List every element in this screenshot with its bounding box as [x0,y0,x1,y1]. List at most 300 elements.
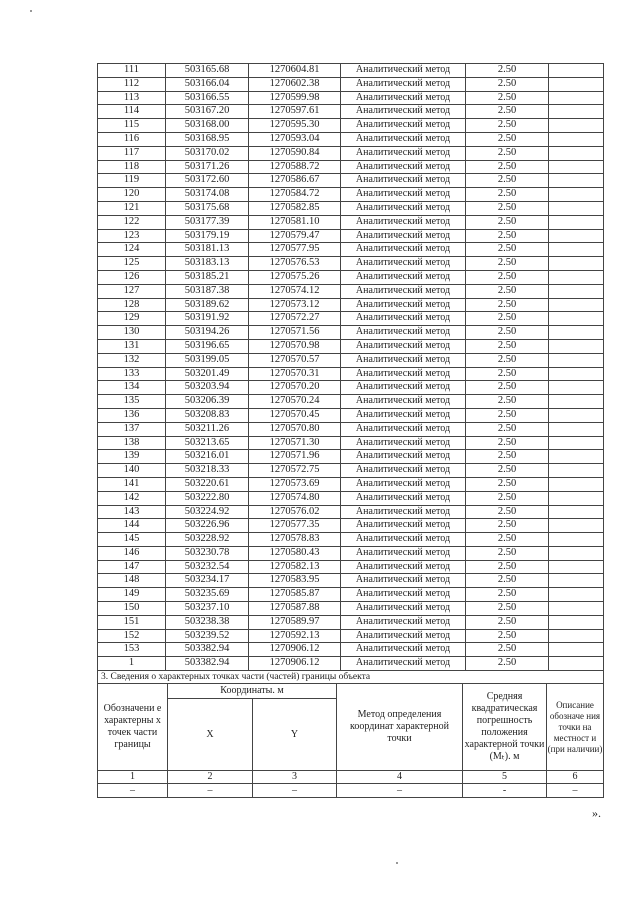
accuracy: 2.50 [466,436,549,450]
y-coordinate: 1270577.35 [249,519,341,533]
table-row [98,77,604,91]
description [549,188,604,202]
point-number: 149 [98,588,166,602]
point-number: 125 [98,257,166,271]
empty-cell: – [337,784,463,798]
document-body [97,63,603,821]
point-number: 119 [98,174,166,188]
point-number: 133 [98,367,166,381]
accuracy: 2.50 [466,491,549,505]
accuracy: 2.50 [466,519,549,533]
header-designation: Обозначени е характерны х точек части границы [98,684,168,771]
y-coordinate: 1270570.45 [249,408,341,422]
accuracy: 2.50 [466,381,549,395]
method: Аналитический метод [341,298,466,312]
method: Аналитический метод [341,174,466,188]
description [549,395,604,409]
accuracy: 2.50 [466,77,549,91]
method: Аналитический метод [341,560,466,574]
accuracy: 2.50 [466,353,549,367]
x-coordinate: 503239.52 [166,629,249,643]
description [549,215,604,229]
table-row [98,312,604,326]
description [549,326,604,340]
point-number: 120 [98,188,166,202]
description [549,243,604,257]
column-numbers-row [98,771,604,784]
x-coordinate: 503213.65 [166,436,249,450]
closing-quote: ». [592,806,601,821]
accuracy: 2.50 [466,160,549,174]
method: Аналитический метод [341,491,466,505]
x-coordinate: 503166.04 [166,77,249,91]
method: Аналитический метод [341,91,466,105]
description [549,257,604,271]
table-row [98,629,604,643]
accuracy: 2.50 [466,339,549,353]
description [549,284,604,298]
method: Аналитический метод [341,339,466,353]
method: Аналитический метод [341,243,466,257]
y-coordinate: 1270571.56 [249,326,341,340]
x-coordinate: 503179.19 [166,229,249,243]
point-number: 117 [98,146,166,160]
method: Аналитический метод [341,574,466,588]
table-row [98,491,604,505]
point-number: 118 [98,160,166,174]
y-coordinate: 1270579.47 [249,229,341,243]
point-number: 140 [98,464,166,478]
method: Аналитический метод [341,312,466,326]
section-title: 3. Сведения о характерных точках части (частей) границы объекта [98,671,604,684]
method: Аналитический метод [341,643,466,657]
description [549,298,604,312]
y-coordinate: 1270571.96 [249,450,341,464]
point-number: 113 [98,91,166,105]
y-coordinate: 1270570.24 [249,395,341,409]
method: Аналитический метод [341,188,466,202]
table-row [98,257,604,271]
accuracy: 2.50 [466,64,549,78]
method: Аналитический метод [341,284,466,298]
method: Аналитический метод [341,477,466,491]
y-coordinate: 1270578.83 [249,533,341,547]
description [549,643,604,657]
y-coordinate: 1270602.38 [249,77,341,91]
header-description: Описание обозначе ния точки на местност и (при наличии) [547,684,604,771]
y-coordinate: 1270593.04 [249,132,341,146]
table-row [98,105,604,119]
accuracy: 2.50 [466,215,549,229]
accuracy: 2.50 [466,91,549,105]
accuracy: 2.50 [466,312,549,326]
method: Аналитический метод [341,160,466,174]
header-y: Y [253,699,337,771]
point-number: 116 [98,132,166,146]
x-coordinate: 503211.26 [166,422,249,436]
table-row [98,422,604,436]
table-row [98,284,604,298]
description [549,477,604,491]
x-coordinate: 503196.65 [166,339,249,353]
description [549,229,604,243]
table-row [98,657,604,671]
y-coordinate: 1270574.12 [249,284,341,298]
method: Аналитический метод [341,326,466,340]
description [549,174,604,188]
y-coordinate: 1270575.26 [249,270,341,284]
method: Аналитический метод [341,201,466,215]
table-row [98,146,604,160]
table-row [98,560,604,574]
point-number: 135 [98,395,166,409]
accuracy: 2.50 [466,119,549,133]
x-coordinate: 503194.26 [166,326,249,340]
point-number: 141 [98,477,166,491]
point-number: 142 [98,491,166,505]
table-row [98,546,604,560]
accuracy: 2.50 [466,505,549,519]
table-row [98,353,604,367]
description [549,77,604,91]
y-coordinate: 1270582.13 [249,560,341,574]
table-row [98,505,604,519]
description [549,132,604,146]
accuracy: 2.50 [466,560,549,574]
x-coordinate: 503189.62 [166,298,249,312]
method: Аналитический метод [341,519,466,533]
accuracy: 2.50 [466,602,549,616]
accuracy: 2.50 [466,132,549,146]
header-x: X [168,699,253,771]
point-number: 138 [98,436,166,450]
accuracy: 2.50 [466,408,549,422]
description [549,339,604,353]
description [549,312,604,326]
y-coordinate: 1270570.57 [249,353,341,367]
point-number: 148 [98,574,166,588]
method: Аналитический метод [341,215,466,229]
empty-row [98,784,604,798]
table-row [98,270,604,284]
method: Аналитический метод [341,105,466,119]
accuracy: 2.50 [466,643,549,657]
column-number: 3 [253,771,337,784]
table-row [98,436,604,450]
method: Аналитический метод [341,450,466,464]
point-number: 153 [98,643,166,657]
accuracy: 2.50 [466,395,549,409]
table-row [98,188,604,202]
x-coordinate: 503232.54 [166,560,249,574]
point-number: 129 [98,312,166,326]
y-coordinate: 1270570.20 [249,381,341,395]
method: Аналитический метод [341,146,466,160]
method: Аналитический метод [341,629,466,643]
point-number: 112 [98,77,166,91]
table-row [98,643,604,657]
description [549,629,604,643]
table-row [98,519,604,533]
accuracy: 2.50 [466,588,549,602]
accuracy: 2.50 [466,367,549,381]
method: Аналитический метод [341,422,466,436]
empty-cell: – [253,784,337,798]
description [549,422,604,436]
table-row [98,477,604,491]
table-row [98,533,604,547]
method: Аналитический метод [341,132,466,146]
x-coordinate: 503199.05 [166,353,249,367]
accuracy: 2.50 [466,257,549,271]
x-coordinate: 503168.00 [166,119,249,133]
x-coordinate: 503175.68 [166,201,249,215]
table-row [98,298,604,312]
x-coordinate: 503216.01 [166,450,249,464]
x-coordinate: 503228.92 [166,533,249,547]
accuracy: 2.50 [466,229,549,243]
x-coordinate: 503185.21 [166,270,249,284]
accuracy: 2.50 [466,422,549,436]
x-coordinate: 503166.55 [166,91,249,105]
point-number: 151 [98,615,166,629]
point-number: 147 [98,560,166,574]
empty-cell: – [168,784,253,798]
table-row [98,201,604,215]
table-row [98,215,604,229]
x-coordinate: 503220.61 [166,477,249,491]
x-coordinate: 503235.69 [166,588,249,602]
point-number: 124 [98,243,166,257]
table-row [98,381,604,395]
point-number: 126 [98,270,166,284]
x-coordinate: 503187.38 [166,284,249,298]
point-number: 152 [98,629,166,643]
column-number: 6 [547,771,604,784]
x-coordinate: 503165.68 [166,64,249,78]
method: Аналитический метод [341,257,466,271]
table-row [98,339,604,353]
description [549,505,604,519]
x-coordinate: 503382.94 [166,643,249,657]
y-coordinate: 1270572.27 [249,312,341,326]
table-row [98,243,604,257]
description [549,491,604,505]
y-coordinate: 1270583.95 [249,574,341,588]
x-coordinate: 503238.38 [166,615,249,629]
description [549,615,604,629]
table-row [98,588,604,602]
y-coordinate: 1270577.95 [249,243,341,257]
column-number: 4 [337,771,463,784]
y-coordinate: 1270570.80 [249,422,341,436]
table-row [98,464,604,478]
table-row [98,395,604,409]
accuracy: 2.50 [466,270,549,284]
accuracy: 2.50 [466,284,549,298]
description [549,408,604,422]
point-number: 139 [98,450,166,464]
point-number: 127 [98,284,166,298]
method: Аналитический метод [341,64,466,78]
method: Аналитический метод [341,77,466,91]
accuracy: 2.50 [466,174,549,188]
description [549,546,604,560]
description [549,119,604,133]
y-coordinate: 1270573.12 [249,298,341,312]
boundary-points-table [97,63,604,671]
point-number: 143 [98,505,166,519]
accuracy: 2.50 [466,326,549,340]
method: Аналитический метод [341,353,466,367]
point-number: 150 [98,602,166,616]
description [549,560,604,574]
description [549,657,604,671]
accuracy: 2.50 [466,629,549,643]
x-coordinate: 503222.80 [166,491,249,505]
header-method: Метод определения координат характерной точки [337,684,463,771]
y-coordinate: 1270599.98 [249,91,341,105]
description [549,574,604,588]
method: Аналитический метод [341,229,466,243]
x-coordinate: 503174.08 [166,188,249,202]
description [549,464,604,478]
point-number: 136 [98,408,166,422]
x-coordinate: 503177.39 [166,215,249,229]
point-number: 131 [98,339,166,353]
y-coordinate: 1270906.12 [249,643,341,657]
y-coordinate: 1270588.72 [249,160,341,174]
description [549,64,604,78]
method: Аналитический метод [341,270,466,284]
empty-cell: - [463,784,547,798]
method: Аналитический метод [341,546,466,560]
y-coordinate: 1270576.53 [249,257,341,271]
x-coordinate: 503183.13 [166,257,249,271]
y-coordinate: 1270592.13 [249,629,341,643]
y-coordinate: 1270570.98 [249,339,341,353]
y-coordinate: 1270587.88 [249,602,341,616]
method: Аналитический метод [341,119,466,133]
method: Аналитический метод [341,395,466,409]
description [549,91,604,105]
point-number: 137 [98,422,166,436]
accuracy: 2.50 [466,188,549,202]
point-number: 144 [98,519,166,533]
scan-speck [30,10,32,12]
y-coordinate: 1270573.69 [249,477,341,491]
y-coordinate: 1270576.02 [249,505,341,519]
point-number: 111 [98,64,166,78]
point-number: 1 [98,657,166,671]
x-coordinate: 503181.13 [166,243,249,257]
empty-cell: – [98,784,168,798]
description [549,367,604,381]
x-coordinate: 503234.17 [166,574,249,588]
table-row [98,91,604,105]
x-coordinate: 503218.33 [166,464,249,478]
table-row [98,615,604,629]
accuracy: 2.50 [466,657,549,671]
method: Аналитический метод [341,505,466,519]
description [549,533,604,547]
point-number: 114 [98,105,166,119]
accuracy: 2.50 [466,615,549,629]
y-coordinate: 1270585.87 [249,588,341,602]
y-coordinate: 1270604.81 [249,64,341,78]
table-row [98,367,604,381]
part-boundary-points-table [97,670,604,798]
x-coordinate: 503191.92 [166,312,249,326]
method: Аналитический метод [341,381,466,395]
y-coordinate: 1270597.61 [249,105,341,119]
y-coordinate: 1270595.30 [249,119,341,133]
description [549,105,604,119]
table-row [98,602,604,616]
point-number: 130 [98,326,166,340]
accuracy: 2.50 [466,201,549,215]
method: Аналитический метод [341,408,466,422]
accuracy: 2.50 [466,243,549,257]
table-row [98,160,604,174]
y-coordinate: 1270584.72 [249,188,341,202]
x-coordinate: 503230.78 [166,546,249,560]
x-coordinate: 503208.83 [166,408,249,422]
accuracy: 2.50 [466,477,549,491]
point-number: 145 [98,533,166,547]
y-coordinate: 1270570.31 [249,367,341,381]
method: Аналитический метод [341,657,466,671]
column-number: 2 [168,771,253,784]
method: Аналитический метод [341,588,466,602]
y-coordinate: 1270586.67 [249,174,341,188]
accuracy: 2.50 [466,146,549,160]
table-row [98,132,604,146]
description [549,519,604,533]
x-coordinate: 503170.02 [166,146,249,160]
column-number: 5 [463,771,547,784]
method: Аналитический метод [341,602,466,616]
x-coordinate: 503206.39 [166,395,249,409]
accuracy: 2.50 [466,105,549,119]
table-row [98,229,604,243]
method: Аналитический метод [341,436,466,450]
header-coordinates: Координаты. м [168,684,337,699]
x-coordinate: 503172.60 [166,174,249,188]
point-number: 128 [98,298,166,312]
point-number: 121 [98,201,166,215]
header-accuracy: Средняя квадратическая погрешность положения характерной точки (Mₜ). м [463,684,547,771]
x-coordinate: 503226.96 [166,519,249,533]
point-number: 134 [98,381,166,395]
method: Аналитический метод [341,533,466,547]
x-coordinate: 503224.92 [166,505,249,519]
description [549,160,604,174]
description [549,602,604,616]
table-row [98,408,604,422]
method: Аналитический метод [341,615,466,629]
x-coordinate: 503167.20 [166,105,249,119]
method: Аналитический метод [341,464,466,478]
accuracy: 2.50 [466,298,549,312]
x-coordinate: 503201.49 [166,367,249,381]
accuracy: 2.50 [466,450,549,464]
y-coordinate: 1270580.43 [249,546,341,560]
y-coordinate: 1270574.80 [249,491,341,505]
y-coordinate: 1270582.85 [249,201,341,215]
y-coordinate: 1270572.75 [249,464,341,478]
description [549,201,604,215]
